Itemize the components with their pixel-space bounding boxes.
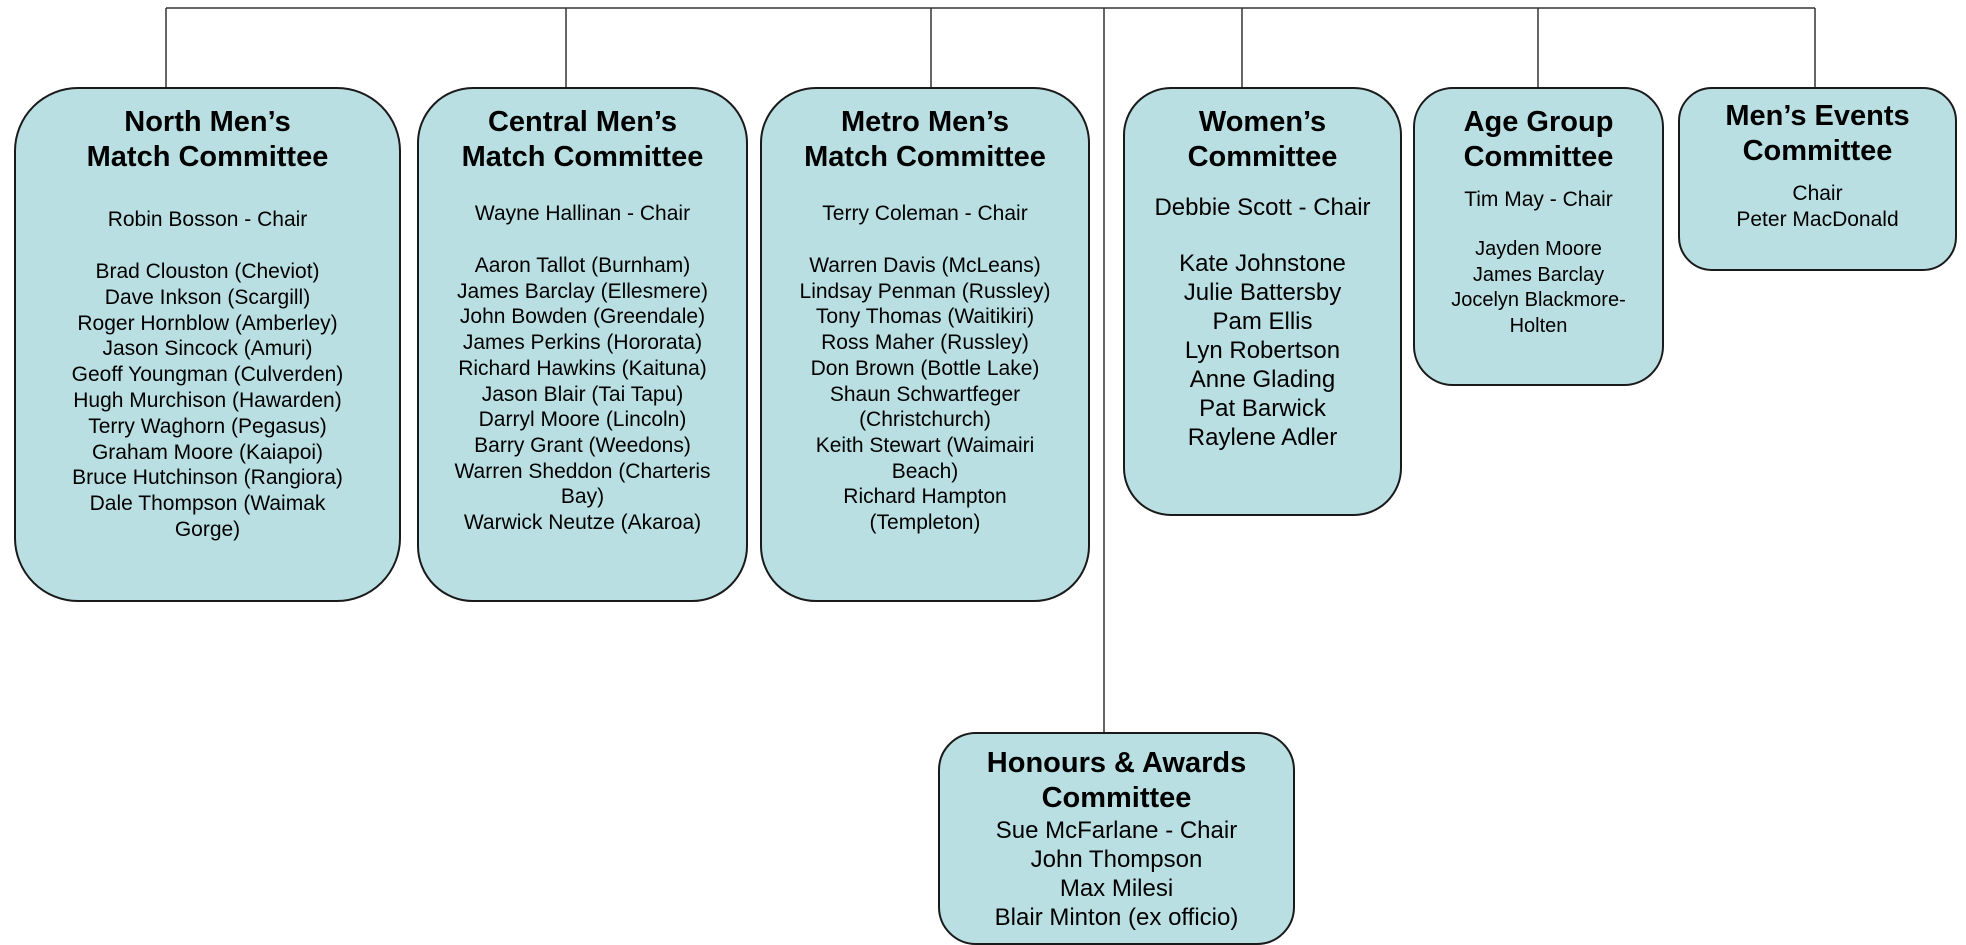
committee-members: Peter MacDonald (1736, 208, 1899, 231)
metro-mens-match-committee-box (760, 87, 1090, 602)
mens-events-committee-box (1678, 87, 1957, 271)
committee-chair: Robin Bosson - Chair (107, 208, 308, 231)
central-mens-match-committee-box (417, 87, 748, 602)
committee-members: Warren Davis (McLeans) Lindsay Penman (Russley) Tony Thomas (Waitikiri) Ross Maher (Russley) Don Brown (Bottle Lake) Shaun Schwartfeger (Christchurch) Keith Stewart (Waimairi Beach) Richard Hampton (Templeton) (799, 254, 1051, 535)
committee-chair: Chair (1792, 182, 1843, 205)
committee-members: Aaron Tallot (Burnham) James Barclay (Ellesmere) John Bowden (Greendale) James Perkins (Hororata) Richard Hawkins (Kaituna) Jason Blair (Tai Tapu) Darryl Moore (Lincoln) Barry Grant (Weedons) Warren Sheddon (Charteris Bay) Warwick Neutze (Akaroa) (454, 254, 711, 535)
committee-title: Women’s Committee (1187, 106, 1338, 173)
committee-title: Honours & Awards Committee (986, 747, 1247, 814)
committee-title: Men’s Events Committee (1725, 100, 1910, 167)
womens-committee-box (1123, 87, 1402, 516)
north-mens-match-committee-box (14, 87, 401, 602)
age-group-committee-box (1413, 87, 1664, 386)
committee-chair: Debbie Scott - Chair (1154, 194, 1371, 221)
committee-members: Jayden Moore James Barclay Jocelyn Blackmore- Holten (1451, 238, 1626, 337)
committee-chair: Tim May - Chair (1464, 188, 1613, 211)
committee-chair: Wayne Hallinan - Chair (474, 202, 691, 225)
committee-members: Sue McFarlane - Chair John Thompson Max Milesi Blair Minton (ex officio) (994, 817, 1239, 931)
committee-title: Age Group Committee (1463, 106, 1614, 173)
committee-title: Central Men’s Match Committee (461, 106, 704, 173)
committee-title: Metro Men’s Match Committee (804, 106, 1046, 173)
committee-title: North Men’s Match Committee (86, 106, 329, 173)
committee-members: Brad Clouston (Cheviot) Dave Inkson (Scargill) Roger Hornblow (Amberley) Jason Sincock (Amuri) Geoff Youngman (Culverden) Hugh Murchison (Hawarden) Terry Waghorn (Pegasus) Graham Moore (Kaiapoi) Bruce Hutchinson (Rangiora) Dale Thompson (Waimak Gorge) (71, 260, 344, 541)
honours-awards-committee-box (938, 732, 1295, 945)
committee-chair: Terry Coleman - Chair (822, 202, 1028, 225)
committee-members: Kate Johnstone Julie Battersby Pam Ellis Lyn Robertson Anne Glading Pat Barwick Raylene Adler (1179, 250, 1346, 451)
